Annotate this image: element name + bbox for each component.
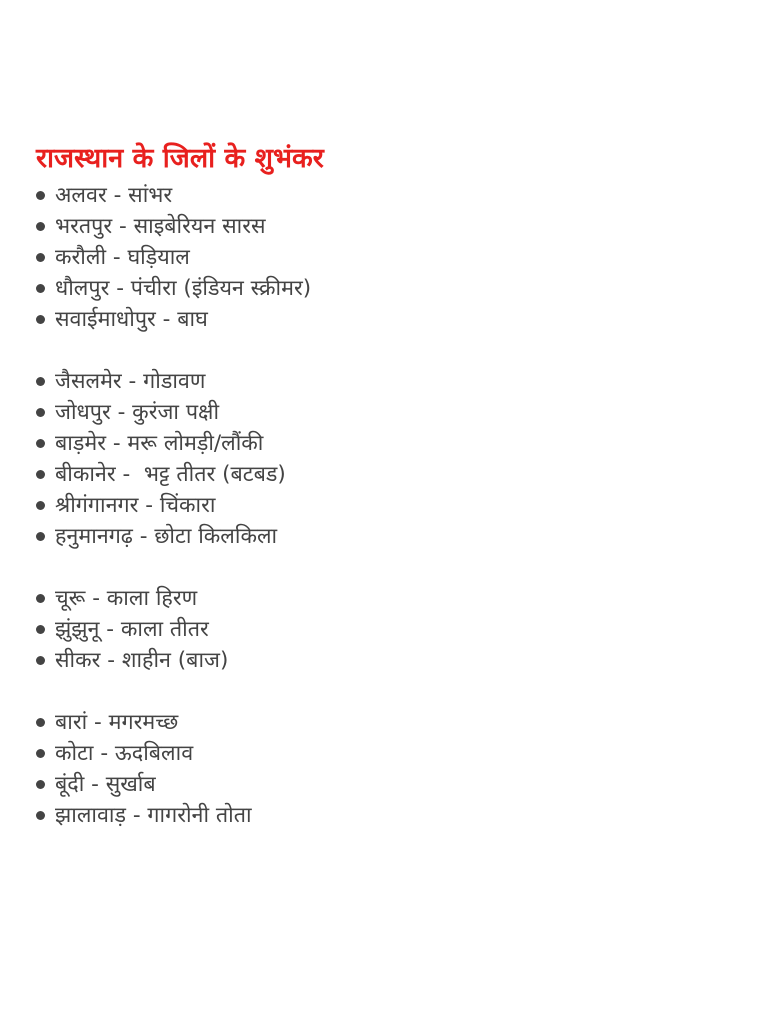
list-item [36,707,736,738]
bullet-icon [36,780,45,789]
bullet-icon [36,749,45,758]
document-page [36,140,736,862]
bullet-icon [36,284,45,293]
list-item-text: चूरू - काला हिरण [55,586,198,611]
list-item-text: कोटा - ऊदबिलाव [55,741,194,766]
list-item-text: अलवर - सांभर [55,183,173,208]
list-item-text: बूंदी - सुर्खाब [55,772,156,797]
list-item-text: श्रीगंगानगर - चिंकारा [55,493,216,518]
bullet-icon [36,625,45,634]
bullet-icon [36,470,45,479]
list-item-text: बाड़मेर - मरू लोमड़ी/लौंकी [55,431,264,456]
bullet-icon [36,408,45,417]
district-group-2 [36,366,736,552]
list-item [36,273,736,304]
list-item [36,645,736,676]
list-item [36,366,736,397]
bullet-icon [36,501,45,510]
list-item [36,800,736,831]
page-title: राजस्थान के जिलों के शुभंकर [36,143,324,174]
list-item-text: जैसलमेर - गोडावण [55,369,206,394]
list-item [36,769,736,800]
list-item [36,459,736,490]
list-item-text: झालावाड़ - गागरोनी तोता [55,803,252,828]
bullet-icon [36,532,45,541]
bullet-icon [36,439,45,448]
list-item-text: बारां - मगरमच्छ [55,710,179,735]
bullet-icon [36,377,45,386]
district-group-1 [36,180,736,335]
list-item-text: झुंझुनू - काला तीतर [55,617,209,642]
district-group-3 [36,583,736,676]
bullet-icon [36,191,45,200]
list-item-text: सवाईमाधोपुर - बाघ [55,307,208,332]
bullet-icon [36,315,45,324]
bullet-icon [36,222,45,231]
list-item [36,614,736,645]
list-item-text: धौलपुर - पंचीरा (इंडियन स्क्रीमर) [55,276,312,301]
list-item-text: करौली - घड़ियाल [55,245,190,270]
list-item-text: हनुमानगढ़ - छोटा किलकिला [55,524,278,549]
list-item [36,738,736,769]
list-item-text: जोधपुर - कुरंजा पक्षी [55,400,220,425]
list-item [36,180,736,211]
bullet-icon [36,718,45,727]
list-item [36,397,736,428]
list-item [36,304,736,335]
bullet-icon [36,811,45,820]
list-item-text: भरतपुर - साइबेरियन सारस [55,214,266,239]
bullet-icon [36,656,45,665]
bullet-icon [36,253,45,262]
list-item [36,521,736,552]
list-item [36,211,736,242]
list-item [36,242,736,273]
list-item-text: बीकानेर - भट्ट तीतर (बटबड) [55,462,286,487]
list-item [36,490,736,521]
list-item-text: सीकर - शाहीन (बाज) [55,648,229,673]
bullet-icon [36,594,45,603]
list-item [36,583,736,614]
list-item [36,428,736,459]
district-group-4 [36,707,736,831]
